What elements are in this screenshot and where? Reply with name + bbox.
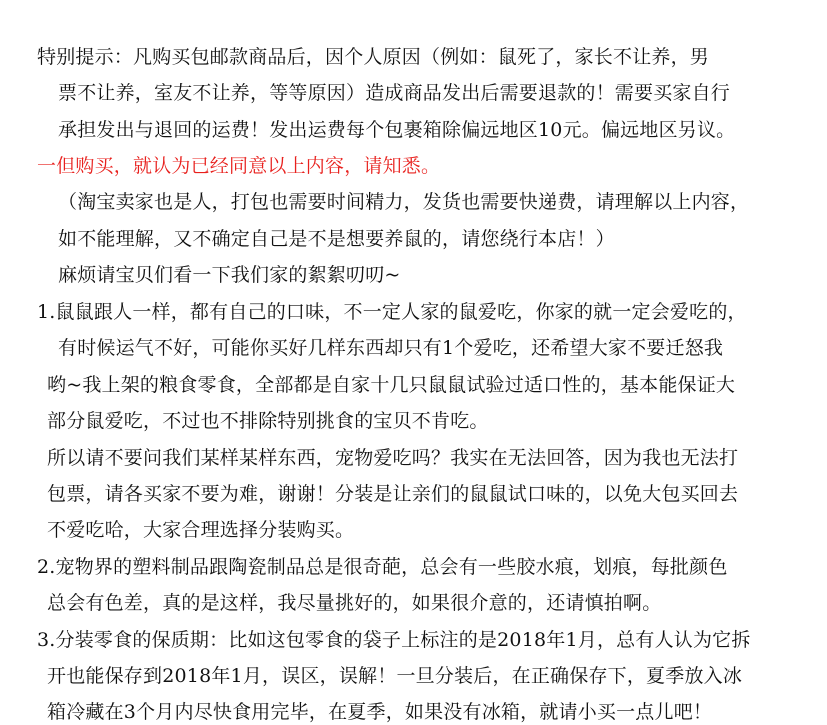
notice-line: 开也能保存到2018年1月，误区，误解！一旦分装后，在正确保存下，夏季放入冰: [47, 665, 743, 687]
notice-line: 总会有色差，真的是这样，我尽量挑好的，如果很介意的，还请慎拍啊。: [47, 592, 662, 614]
notice-line: 票不让养，室友不让养，等等原因）造成商品发出后需要退款的！需要买家自行: [58, 82, 731, 104]
notice-line: 所以请不要问我们某样某样东西，宠物爱吃吗？我实在无法回答，因为我也无法打: [47, 447, 739, 469]
notice-line: 有时候运气不好，可能你买好几样东西却只有1个爱吃，还希望大家不要迁怒我: [58, 337, 724, 359]
notice-line: 3.分装零食的保质期：比如这包零食的袋子上标注的是2018年1月，总有人认为它拆: [37, 629, 751, 651]
notice-line: 1.鼠鼠跟人一样，都有自己的口味，不一定人家的鼠爱吃，你家的就一定会爱吃的，: [37, 301, 747, 323]
notice-line: 不爱吃哈，大家合理选择分装购买。: [47, 519, 355, 541]
notice-line: 如不能理解，又不确定自己是不是想要养鼠的，请您绕行本店！）: [58, 228, 615, 250]
notice-line: （淘宝卖家也是人，打包也需要时间精力，发货也需要快递费，请理解以上内容，: [58, 191, 750, 213]
notice-line: 哟~我上架的粮食零食，全部都是自家十几只鼠鼠试验过适口性的，基本能保证大: [47, 374, 736, 396]
notice-line: 特别提示：凡购买包邮款商品后，因个人原因（例如：鼠死了，家长不让养，男: [37, 46, 710, 68]
warning-line: 一但购买，就认为已经同意以上内容，请知悉。: [37, 155, 441, 177]
notice-line: 2.宠物界的塑料制品跟陶瓷制品总是很奇葩，总会有一些胶水痕，划痕，每批颜色: [37, 556, 728, 578]
notice-line: 麻烦请宝贝们看一下我们家的絮絮叨叨~: [58, 264, 401, 286]
notice-line: 部分鼠爱吃，不过也不排除特别挑食的宝贝不肯吃。: [47, 410, 489, 432]
notice-line: 承担发出与退回的运费！发出运费每个包裹箱除偏远地区10元。偏远地区另议。: [58, 119, 736, 141]
notice-line: 包票，请各买家不要为难，谢谢！分装是让亲们的鼠鼠试口味的，以免大包买回去: [47, 483, 739, 505]
notice-line: 箱冷藏在3个月内尽快食用完毕，在夏季，如果没有冰箱，就请小买一点儿吧！: [47, 701, 713, 723]
